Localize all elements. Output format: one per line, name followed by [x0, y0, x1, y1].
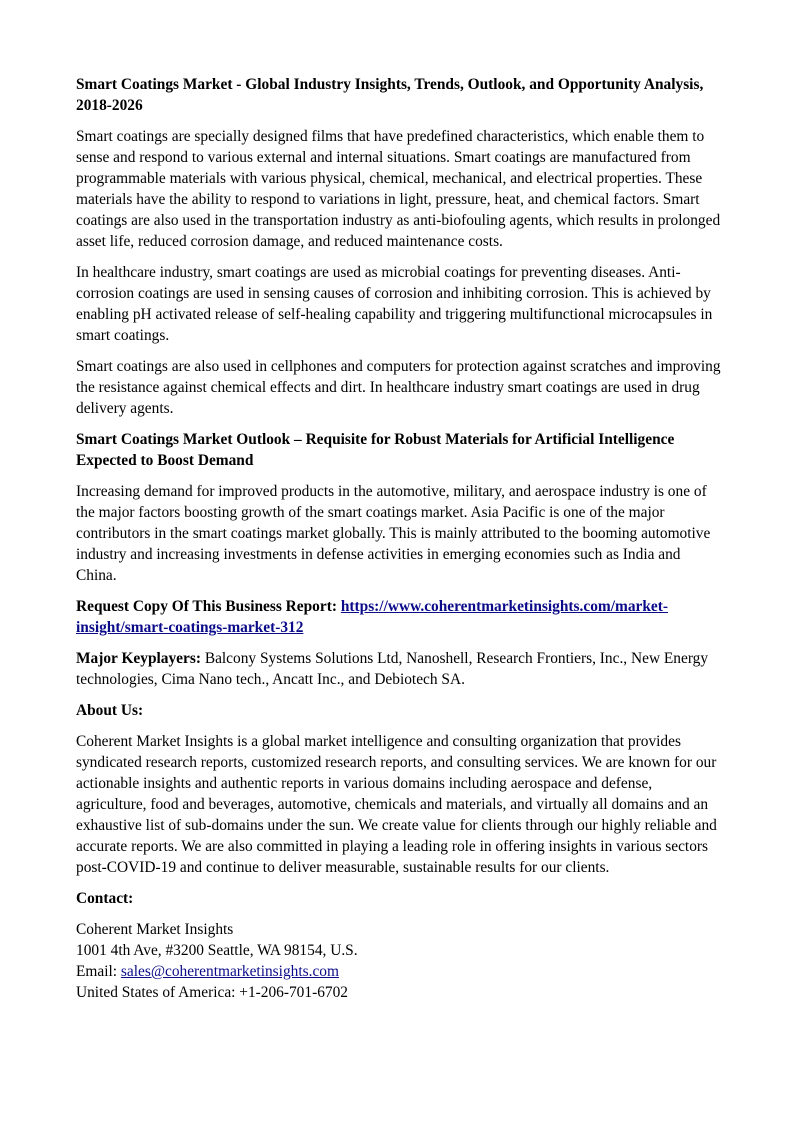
- keyplayers-text: Balcony Systems Solutions Ltd, Nanoshell, Research Frontiers, Inc., New Energy technologies, Cima Nano tech., Ancatt Inc., and Debiotech SA.: [76, 650, 709, 688]
- contact-email-line: [76, 961, 721, 982]
- about-paragraph: Coherent Market Insights is a global market intelligence and consulting organization that provides syndicated research reports, customized research reports, and consulting services. We are known for our actionable insights and authentic reports in various domains including aerospace and defense, agriculture, food and beverages, automotive, chemicals and materials, and virtually all domains and an exhaustive list of sub-domains under the sun. We create value for clients through our highly reliable and accurate reports. We are also committed in playing a leading role in offering insights in various sectors post-COVID-19 and continue to deliver measurable, sustainable results for our clients.: [76, 733, 717, 876]
- outlook-heading: Smart Coatings Market Outlook – Requisite for Robust Materials for Artificial Intelligence Expected to Boost Demand: [76, 431, 675, 469]
- contact-email-link[interactable]: sales@coherentmarketinsights.com: [120, 963, 339, 980]
- outlook-paragraph: Increasing demand for improved products in the automotive, military, and aerospace industry is one of the major factors boosting growth of the smart coatings market. Asia Pacific is one of the major contributors in the smart coatings market globally. This is mainly attributed to the booming automotive industry and increasing investments in defense activities in emerging economies such as India and China.: [76, 483, 711, 584]
- request-copy-label: Request Copy Of This Business Report:: [76, 598, 337, 615]
- contact-phone: United States of America: +1-206-701-6702: [76, 984, 348, 1001]
- about-heading: About Us:: [76, 702, 144, 719]
- document-title: Smart Coatings Market - Global Industry Insights, Trends, Outlook, and Opportunity Analysis, 2018-2026: [76, 76, 704, 114]
- contact-company: Coherent Market Insights: [76, 921, 234, 938]
- intro-paragraph-2: In healthcare industry, smart coatings are used as microbial coatings for preventing diseases. Anti-corrosion coatings are used in sensing causes of corrosion and inhibiting corrosion. This is achieved by enabling pH activated release of self-healing capability and triggering multifunctional microcapsules in smart coatings.: [76, 264, 713, 344]
- contact-details: [76, 919, 721, 1003]
- contact-heading: Contact:: [76, 890, 134, 907]
- keyplayers-label: Major Keyplayers:: [76, 650, 201, 667]
- keyplayers: [76, 648, 721, 690]
- report-link[interactable]: https://www.coherentmarketinsights.com/market-insight/smart-coatings-market-312: [76, 598, 668, 636]
- contact-address: 1001 4th Ave, #3200 Seattle, WA 98154, U.S.: [76, 942, 358, 959]
- intro-paragraph-1: Smart coatings are specially designed films that have predefined characteristics, which enable them to sense and respond to various external and internal situations. Smart coatings are manufactured from programmable materials with various physical, chemical, mechanical, and electrical properties. These materials have the ability to respond to variations in light, pressure, heat, and chemical factors. Smart coatings are also used in the transportation industry as anti-biofouling agents, which results in prolonged asset life, reduced corrosion damage, and reduced maintenance costs.: [76, 128, 721, 250]
- document-page: [76, 74, 721, 1013]
- contact-email-label: Email:: [76, 963, 118, 980]
- request-copy: [76, 596, 721, 638]
- intro-paragraph-3: Smart coatings are also used in cellphones and computers for protection against scratches and improving the resistance against chemical effects and dirt. In healthcare industry smart coatings are used in drug delivery agents.: [76, 358, 721, 417]
